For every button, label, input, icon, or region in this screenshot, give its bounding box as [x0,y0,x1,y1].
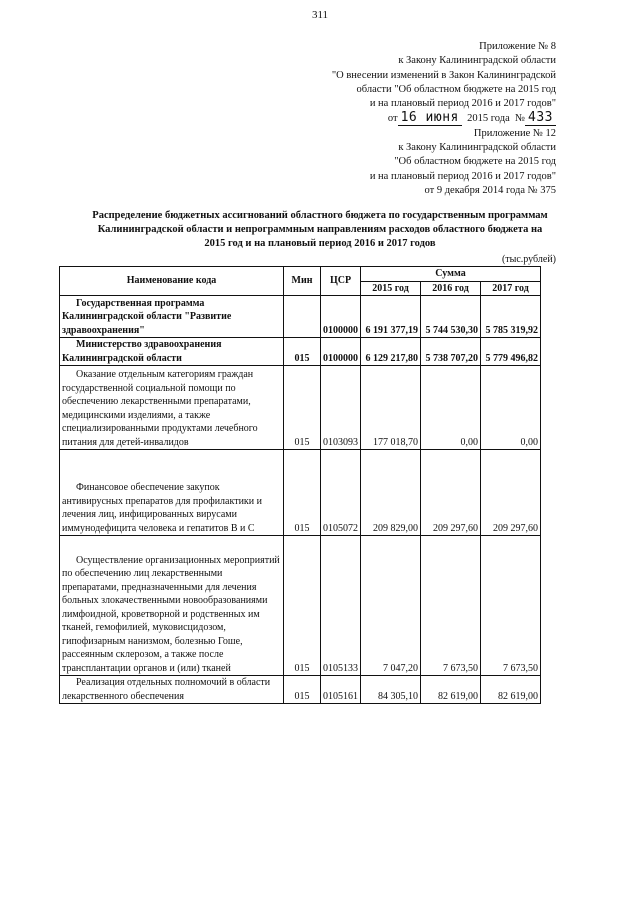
table-row [60,536,541,676]
header-line: к Закону Калининградской области [398,55,556,67]
row-min: 015 [284,676,321,704]
header-line: Приложение № 8 [479,41,556,52]
header-2017: 2017 год [481,281,541,296]
header-line: к Закону Калининградской области [398,142,556,154]
units-label: (тыс.рублей) [501,254,556,265]
row-name: Оказание отдельным категориям граждан государственной социальной помощи по обеспечению лекарственными препаратами, медицинскими изделиями, а также специализированными продуктами лечебного питания для детей-инвалидов [60,366,284,450]
title-line: Калининградской области и непрограммным направлениям расходов областного бюджета на [97,224,543,235]
row-2017: 5 779 496,82 [481,338,541,366]
row-name: Реализация отдельных полномочий в области лекарственного обеспечения [60,676,284,704]
row-2017: 0,00 [481,366,541,450]
appendix-header [332,40,556,198]
header-line: области "Об областном бюджете на 2015 год [356,83,556,95]
row-2015: 177 018,70 [361,366,421,450]
header-line: и на плановый период 2016 и 2017 годов" [369,170,556,182]
header-csr: ЦСР [321,267,361,296]
header-line: от 9 декабря 2014 года № 375 [424,184,556,196]
row-name: Министерство здравоохранения Калининградской области [60,338,284,366]
row-csr: 0105133 [321,536,361,676]
header-min: Мин [284,267,321,296]
row-2017: 5 785 319,92 [481,296,541,338]
row-2016: 0,00 [421,366,481,450]
row-name: Финансовое обеспечение закупок антивирусных препаратов для профилактики и лечения лиц, инфицированных вирусами иммунодефицита человека и гепатитов В и С [60,450,284,536]
row-csr: 0105072 [321,450,361,536]
number-sign: № [514,113,526,125]
row-csr: 0100000 [321,338,361,366]
row-min: 015 [284,338,321,366]
handwritten-number: 433 [525,110,556,126]
title-line: 2015 год и на плановый период 2016 и 2017 годов [204,238,436,249]
row-2016: 5 744 530,30 [421,296,481,338]
document-title [60,209,580,251]
handwritten-date: 16 июня [398,110,462,126]
table-row [60,450,541,536]
row-min: 015 [284,536,321,676]
table-row [60,676,541,704]
row-2017: 7 673,50 [481,536,541,676]
budget-table [59,266,541,704]
row-csr: 0103093 [321,366,361,450]
header-name: Наименование кода [60,267,284,296]
row-2016: 82 619,00 [421,676,481,704]
header-2016: 2016 год [421,281,481,296]
row-2016: 5 738 707,20 [421,338,481,366]
row-min [284,296,321,338]
row-2015: 6 129 217,80 [361,338,421,366]
row-2016: 209 297,60 [421,450,481,536]
header-line: и на плановый период 2016 и 2017 годов" [369,98,556,110]
header-line: Приложение № 12 [473,127,556,139]
row-min: 015 [284,450,321,536]
table-row [60,338,541,366]
law-date-line [332,111,556,126]
table-row [60,296,541,338]
row-2015: 7 047,20 [361,536,421,676]
header-2015: 2015 год [361,281,421,296]
row-name: Осуществление организационных мероприятий по обеспечению лиц лекарственными препаратами, предназначенными для лечения больных злокачественными новообразованиями лимфоидной, кроветворной и родственных им тканей, гемофилией, муковисцидозом, гипофизарным нанизмом, болезнью Гоше, рассеянным склерозом, а также после трансплантации органов и (или) тканей [60,536,284,676]
row-name: Государственная программа Калининградской области "Развитие здравоохранения" [60,296,284,338]
row-csr: 0105161 [321,676,361,704]
title-line: Распределение бюджетных ассигнований областного бюджета по государственным программам [92,210,548,221]
date-prefix: от [387,113,398,125]
row-2017: 209 297,60 [481,450,541,536]
row-2015: 84 305,10 [361,676,421,704]
row-2016: 7 673,50 [421,536,481,676]
page-number: 311 [311,9,329,21]
row-min: 015 [284,366,321,450]
header-sum: Сумма [361,267,541,282]
header-line: "Об областном бюджете на 2015 год [394,156,556,168]
row-csr: 0100000 [321,296,361,338]
row-2015: 6 191 377,19 [361,296,421,338]
table-row [60,366,541,450]
row-2017: 82 619,00 [481,676,541,704]
date-year: 2015 года [467,113,510,125]
header-line: "О внесении изменений в Закон Калининградской [331,69,556,81]
row-2015: 209 829,00 [361,450,421,536]
